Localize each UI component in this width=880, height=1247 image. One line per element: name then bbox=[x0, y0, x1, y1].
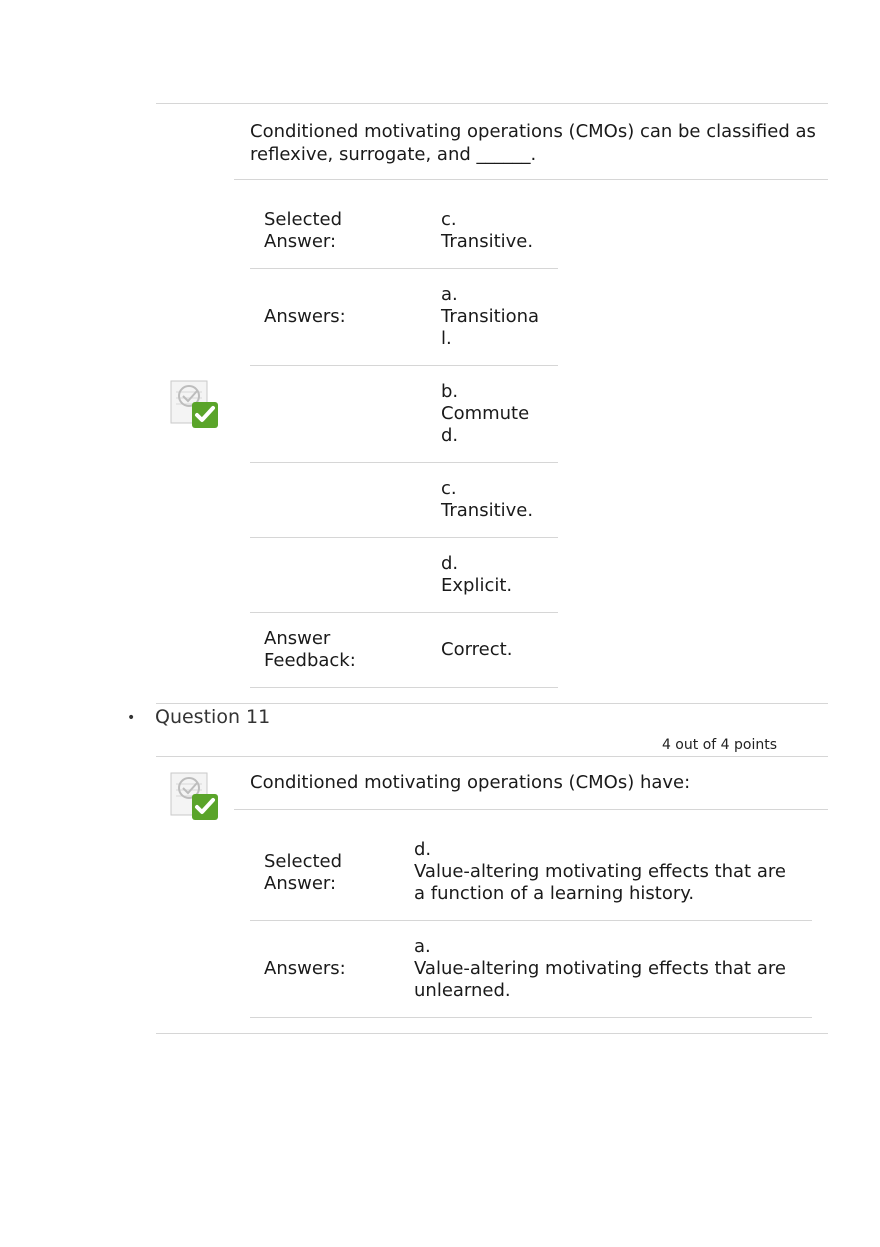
row-divider bbox=[250, 268, 558, 269]
answer-text: Commuted. bbox=[441, 403, 530, 446]
selected-answer-letter: d. bbox=[414, 839, 432, 860]
question-text: Conditioned motivating operations (CMOs) can be classified as reflexive, surrogate, and ______. bbox=[250, 121, 816, 165]
list-bullet: • bbox=[127, 710, 136, 726]
row-divider bbox=[250, 462, 558, 463]
question-title: Question 11 bbox=[155, 706, 271, 728]
selected-answer-text: Transitive. bbox=[441, 231, 534, 252]
divider bbox=[156, 103, 828, 104]
row-divider bbox=[250, 365, 558, 366]
row-divider bbox=[250, 537, 558, 538]
answer-letter: a. bbox=[414, 936, 431, 957]
answer-text: Explicit. bbox=[441, 575, 513, 596]
divider bbox=[156, 703, 828, 704]
row-divider bbox=[250, 687, 558, 688]
answer-letter: a. bbox=[441, 284, 458, 305]
divider bbox=[156, 1033, 828, 1034]
answer-text: Transitional. bbox=[441, 306, 540, 349]
answer-letter: c. bbox=[441, 478, 457, 499]
correct-check-icon bbox=[168, 378, 220, 430]
selected-answer-label: Selected Answer: bbox=[264, 851, 343, 894]
points-label: 4 out of 4 points bbox=[661, 737, 777, 753]
answer-text: Value-altering motivating effects that are unlearned. bbox=[414, 958, 786, 1001]
divider bbox=[234, 179, 828, 180]
row-divider bbox=[250, 920, 812, 921]
selected-answer-text: Value-altering motivating effects that are a function of a learning history. bbox=[414, 861, 786, 904]
selected-answer-letter: c. bbox=[441, 209, 457, 230]
answer-letter: d. bbox=[441, 553, 459, 574]
feedback-text: Correct. bbox=[441, 639, 513, 660]
answer-letter: b. bbox=[441, 381, 459, 402]
answers-label: Answers: bbox=[264, 958, 346, 979]
correct-check-icon bbox=[168, 770, 220, 822]
answers-label: Answers: bbox=[264, 306, 346, 327]
divider bbox=[234, 809, 828, 810]
question-text: Conditioned motivating operations (CMOs) have: bbox=[250, 772, 691, 793]
row-divider bbox=[250, 1017, 812, 1018]
feedback-label: Answer Feedback: bbox=[264, 628, 356, 671]
row-divider bbox=[250, 612, 558, 613]
divider bbox=[156, 756, 828, 757]
selected-answer-label: Selected Answer: bbox=[264, 209, 343, 252]
answer-text: Transitive. bbox=[441, 500, 534, 521]
